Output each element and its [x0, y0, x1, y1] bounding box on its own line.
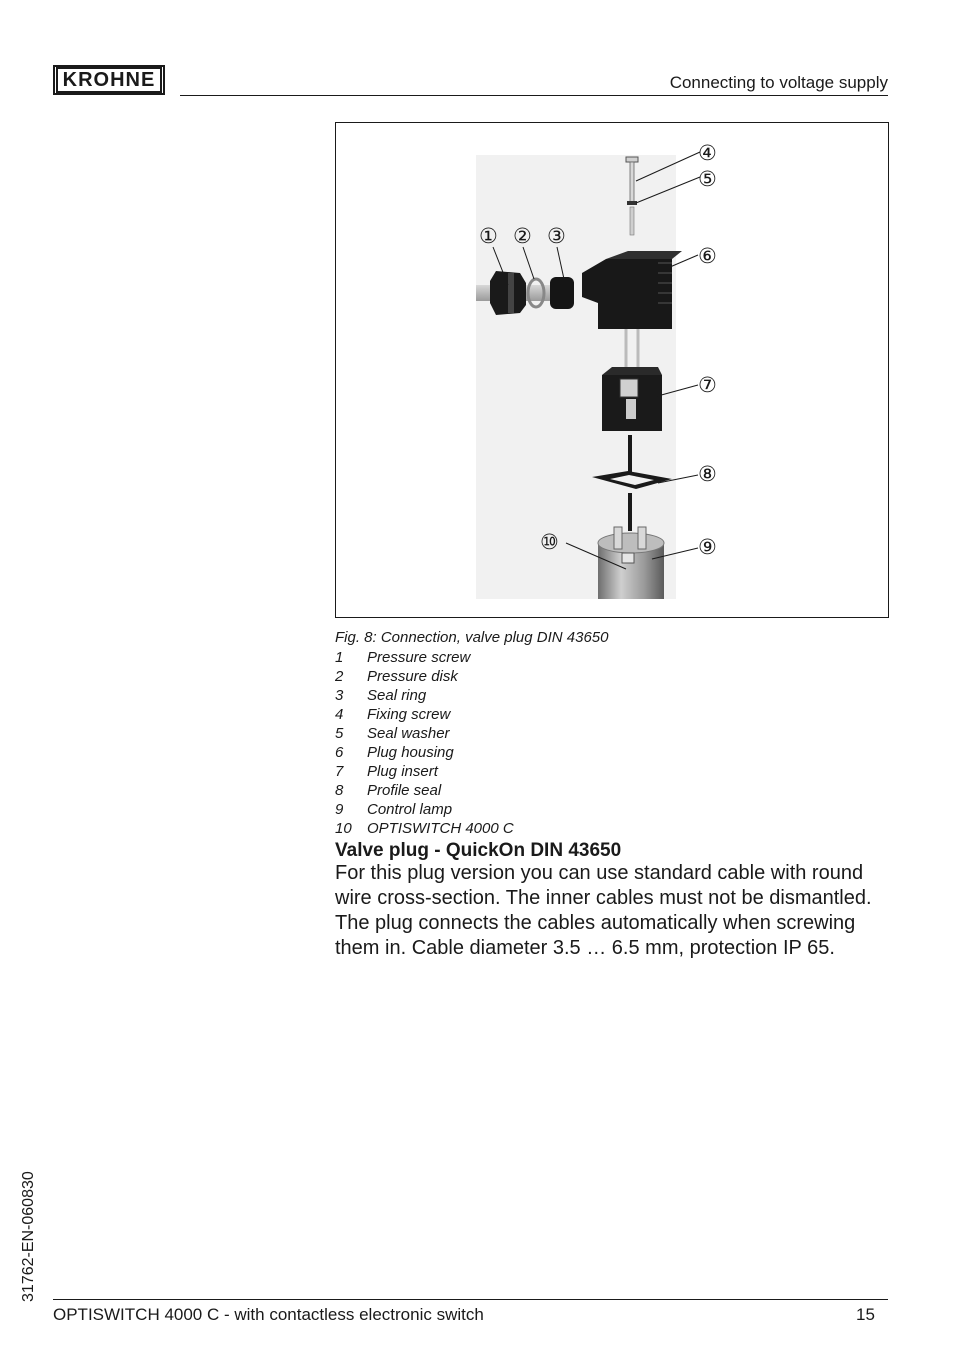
legend-label: Seal washer — [367, 725, 450, 742]
optiswitch-device — [598, 527, 664, 599]
section-heading: Valve plug - QuickOn DIN 43650 — [335, 840, 622, 861]
seal-washer — [627, 201, 637, 205]
legend-item — [335, 781, 514, 800]
page-number: 15 — [856, 1305, 875, 1324]
callout-9: ⑨ — [698, 535, 717, 559]
header-divider — [180, 95, 888, 96]
legend-label: Fixing screw — [367, 706, 451, 723]
legend-number: 1 — [335, 649, 344, 666]
callout-8: ⑧ — [698, 462, 717, 486]
legend-label: Pressure disk — [367, 668, 458, 685]
callout-5: ⑤ — [698, 167, 717, 191]
plug-insert — [602, 367, 662, 431]
screw-shaft — [630, 207, 634, 235]
legend-item — [335, 648, 514, 667]
callout-3: ③ — [547, 224, 566, 248]
krohne-logo — [53, 65, 165, 95]
legend-label: Pressure screw — [367, 649, 471, 666]
legend-number: 4 — [335, 706, 344, 723]
document-code: 31762-EN-060830 — [20, 1171, 37, 1302]
legend-number: 10 — [335, 820, 352, 837]
legend-number: 9 — [335, 801, 344, 818]
legend-number: 8 — [335, 782, 344, 799]
seal-ring — [550, 277, 574, 309]
callout-7: ⑦ — [698, 373, 717, 397]
legend-item — [335, 686, 514, 705]
valve-plug-exploded-drawing — [336, 123, 890, 619]
legend-number: 2 — [335, 668, 344, 685]
legend-number: 6 — [335, 744, 344, 761]
legend-label: Seal ring — [367, 687, 427, 704]
footer-divider — [53, 1299, 888, 1300]
callout-1: ① — [479, 224, 498, 248]
footer-product-title: OPTISWITCH 4000 C - with contactless electronic switch — [53, 1305, 484, 1324]
legend-item — [335, 762, 514, 781]
legend-label: OPTISWITCH 4000 C — [367, 820, 514, 837]
legend-number: 5 — [335, 725, 344, 742]
pressure-screw — [490, 271, 526, 315]
logo-text: KROHNE — [56, 67, 163, 93]
section-header-title: Connecting to voltage supply — [669, 73, 888, 92]
legend-item — [335, 667, 514, 686]
figure-legend — [335, 648, 514, 838]
legend-item — [335, 705, 514, 724]
legend-label: Plug insert — [367, 763, 438, 780]
legend-item — [335, 724, 514, 743]
callout-6: ⑥ — [698, 244, 717, 268]
section-body-text: For this plug version you can use standard cable with round wire cross-section. The inner cables must not be dismantled. The plug connects the cables automatically when screwing them in. Cable diameter 3.5 … 6.5 mm, protection IP 65. — [335, 862, 872, 959]
legend-label: Plug housing — [367, 744, 454, 761]
legend-item — [335, 819, 514, 838]
legend-label: Profile seal — [367, 782, 442, 799]
legend-number: 7 — [335, 763, 344, 780]
legend-label: Control lamp — [367, 801, 453, 818]
figure-caption: Fig. 8: Connection, valve plug DIN 43650 — [335, 629, 609, 646]
legend-number: 3 — [335, 687, 344, 704]
legend-item — [335, 800, 514, 819]
callout-2: ② — [513, 224, 532, 248]
connection-line-b — [628, 493, 632, 531]
callout-4: ④ — [698, 141, 717, 165]
legend-item — [335, 743, 514, 762]
callout-10: ⑩ — [540, 530, 559, 554]
connection-line-a — [628, 435, 632, 475]
connection-figure — [335, 122, 889, 618]
